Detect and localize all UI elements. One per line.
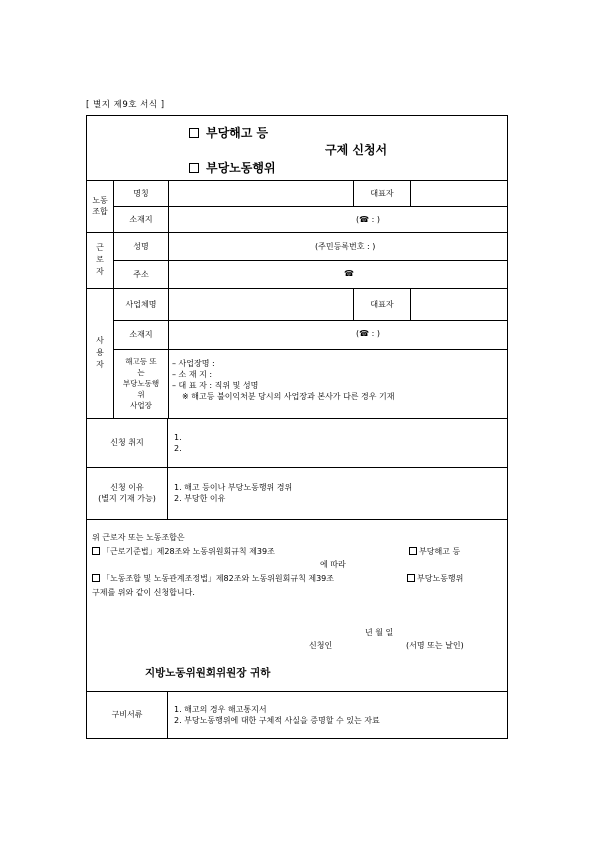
documents-label: 구비서류 xyxy=(111,710,143,719)
title-block xyxy=(87,116,507,181)
form-title: 구제 신청서 xyxy=(325,143,388,157)
workplace-rep-line: – 대 표 자 : 직위 및 성명 xyxy=(172,381,259,390)
reason-field[interactable]: 1. 해고 등이나 부당노동행위 경위 2. 부당한 이유 xyxy=(167,467,507,519)
statement-according: 에 따라 xyxy=(320,560,346,569)
labor-standards-checkbox[interactable] xyxy=(92,547,100,555)
application-form xyxy=(86,115,508,739)
statement-line4: 구제를 위와 같이 신청합니다. xyxy=(92,588,195,597)
worker-section xyxy=(87,232,507,289)
documents-field xyxy=(167,691,507,738)
reason-row xyxy=(87,467,507,520)
purpose-field[interactable]: 1. 2. xyxy=(167,418,507,467)
union-act-checkbox[interactable] xyxy=(92,574,100,582)
union-name-field[interactable] xyxy=(168,180,353,206)
workplace-address-line: – 소 재 지 : xyxy=(172,370,213,379)
union-address-field[interactable] xyxy=(168,206,507,232)
statement-block xyxy=(87,519,507,692)
workplace-field[interactable] xyxy=(168,349,507,418)
statement-line2: 「근로기준법」제28조와 노동위원회규칙 제39조 xyxy=(92,546,275,557)
workplace-note: ※ 해고등 불이익처분 당시의 사업장과 본사가 다른 경우 기재 xyxy=(182,392,395,401)
employer-address-field[interactable] xyxy=(168,320,507,349)
purpose-row xyxy=(87,418,507,468)
document-item: 2. 부당노동행위에 대한 구체적 사실을 증명할 수 있는 자료 xyxy=(174,715,380,725)
unfair-labor-checkbox[interactable] xyxy=(189,163,199,173)
employer-rep-label: 대표자 xyxy=(353,288,410,320)
statement-option-dismissal: 부당해고 등 xyxy=(409,546,460,557)
workplace-name-line: – 사업장명 : xyxy=(172,359,215,368)
application-date[interactable]: 년 월 일 xyxy=(365,628,394,637)
statement-option-unfair-labor: 부당노동행위 xyxy=(407,573,463,584)
union-phone: (☎ : ) xyxy=(356,215,380,224)
dismissal-checkbox[interactable] xyxy=(189,128,199,138)
document-item: 1. 해고의 경우 해고통지서 xyxy=(174,704,267,714)
employer-rep-field[interactable] xyxy=(410,288,507,320)
union-section xyxy=(87,180,507,233)
union-rep-label: 대표자 xyxy=(353,180,410,206)
worker-section-label: 근로자 xyxy=(96,243,104,276)
form-number: [ 별지 제9호 서식 ] xyxy=(86,100,165,110)
employer-address-label: 소재지 xyxy=(129,330,153,339)
option-dismissal-checkbox[interactable] xyxy=(409,547,417,555)
statement-line3: 「노동조합 및 노동관계조정법」제82조와 노동위원회규칙 제39조 xyxy=(92,573,334,584)
union-section-label: 노동조합 xyxy=(92,196,108,216)
reason-label: 신청 이유 (별지 기재 가능) xyxy=(98,483,156,503)
applicant-label: 신청인 xyxy=(309,641,333,650)
worker-name-label: 성명 xyxy=(133,241,149,251)
business-name-field[interactable] xyxy=(168,288,353,320)
worker-name-field[interactable] xyxy=(168,232,507,260)
worker-id: (주민등록번호 : ) xyxy=(315,242,376,251)
union-address-label: 소재지 xyxy=(129,214,153,224)
worker-address-label: 주소 xyxy=(133,269,149,279)
business-name-label: 사업체명 xyxy=(125,299,157,309)
documents-row xyxy=(87,691,507,738)
employer-section xyxy=(87,288,507,419)
title-option-dismissal: 부당해고 등 xyxy=(189,124,268,141)
purpose-label: 신청 취지 xyxy=(110,438,144,447)
workplace-label: 해고등 또 는 부당노동행 위 사업장 xyxy=(122,357,160,410)
employer-section-label: 사용자 xyxy=(96,336,104,369)
worker-address-field[interactable] xyxy=(168,260,507,288)
option-unfair-labor-checkbox[interactable] xyxy=(407,574,415,582)
addressee: 지방노동위원회위원장 귀하 xyxy=(145,667,271,679)
union-name-label: 명칭 xyxy=(133,188,149,198)
employer-phone: (☎ : ) xyxy=(356,329,380,338)
union-rep-field[interactable] xyxy=(410,180,507,206)
phone-icon: ☎ xyxy=(344,269,354,278)
statement-line1: 위 근로자 또는 노동조합은 xyxy=(92,533,185,542)
signature-field[interactable]: (서명 또는 날인) xyxy=(406,641,464,650)
title-option-unfair-labor: 부당노동행위 xyxy=(189,159,276,176)
